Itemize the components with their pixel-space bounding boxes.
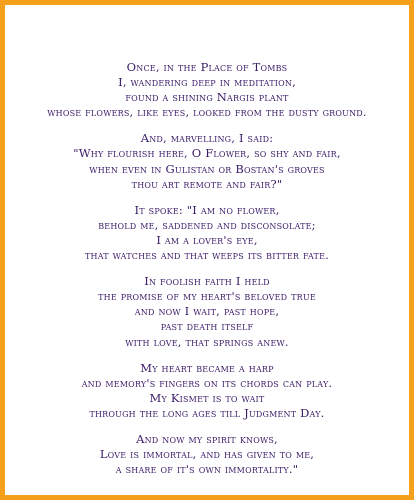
stanza-2 bbox=[10, 131, 404, 191]
poem-line: a share of it's own immortality." bbox=[115, 462, 299, 477]
poem-line: that watches and that weeps its bitter fate. bbox=[85, 248, 329, 263]
poem-line: I am a lover's eye, bbox=[156, 232, 258, 247]
stanza-5 bbox=[10, 361, 404, 421]
poem-line: the promise of my heart's beloved true bbox=[98, 289, 316, 304]
stanza-6 bbox=[10, 432, 404, 477]
poem-line: past death itself bbox=[160, 319, 254, 334]
poem-line: and memory's fingers on its chords can play. bbox=[81, 375, 333, 390]
poem-line: And, marvelling, I said: bbox=[140, 131, 274, 146]
poem-text bbox=[10, 60, 404, 488]
poem-line: through the long ages till Judgment Day. bbox=[89, 405, 325, 420]
poem-line: with love, that springs anew. bbox=[125, 334, 289, 349]
poem-line: "Why flourish here, O Flower, so shy and fair, bbox=[73, 146, 341, 161]
stanza-4 bbox=[10, 274, 404, 349]
poem-line: In foolish faith I held bbox=[144, 274, 270, 289]
poem-line: found a shining Nargis plant bbox=[125, 90, 289, 105]
stanza-1 bbox=[10, 60, 404, 120]
poem-line: behold me, saddened and disconsolate; bbox=[98, 217, 316, 232]
poem-line: My Kismet is to wait bbox=[149, 390, 265, 405]
poem-line: Once, in the Place of Tombs bbox=[126, 60, 288, 74]
stanza-3 bbox=[10, 203, 404, 263]
poem-line: thou art remote and fair?" bbox=[131, 176, 283, 191]
poem-line: And now my spirit knows, bbox=[136, 431, 278, 446]
poem-line: Love is immortal, and has given to me, bbox=[99, 447, 315, 462]
poem-line: and now I wait, past hope, bbox=[134, 304, 280, 319]
poem-line: whose flowers, like eyes, looked from the dusty ground. bbox=[47, 105, 367, 120]
poem-line: It spoke: "I am no flower, bbox=[134, 202, 280, 217]
poem-line: I, wandering deep in meditation, bbox=[118, 75, 296, 90]
poem-line: My heart became a harp bbox=[140, 360, 274, 375]
poem-line: when even in Gulistan or Bostan's groves bbox=[89, 161, 325, 176]
